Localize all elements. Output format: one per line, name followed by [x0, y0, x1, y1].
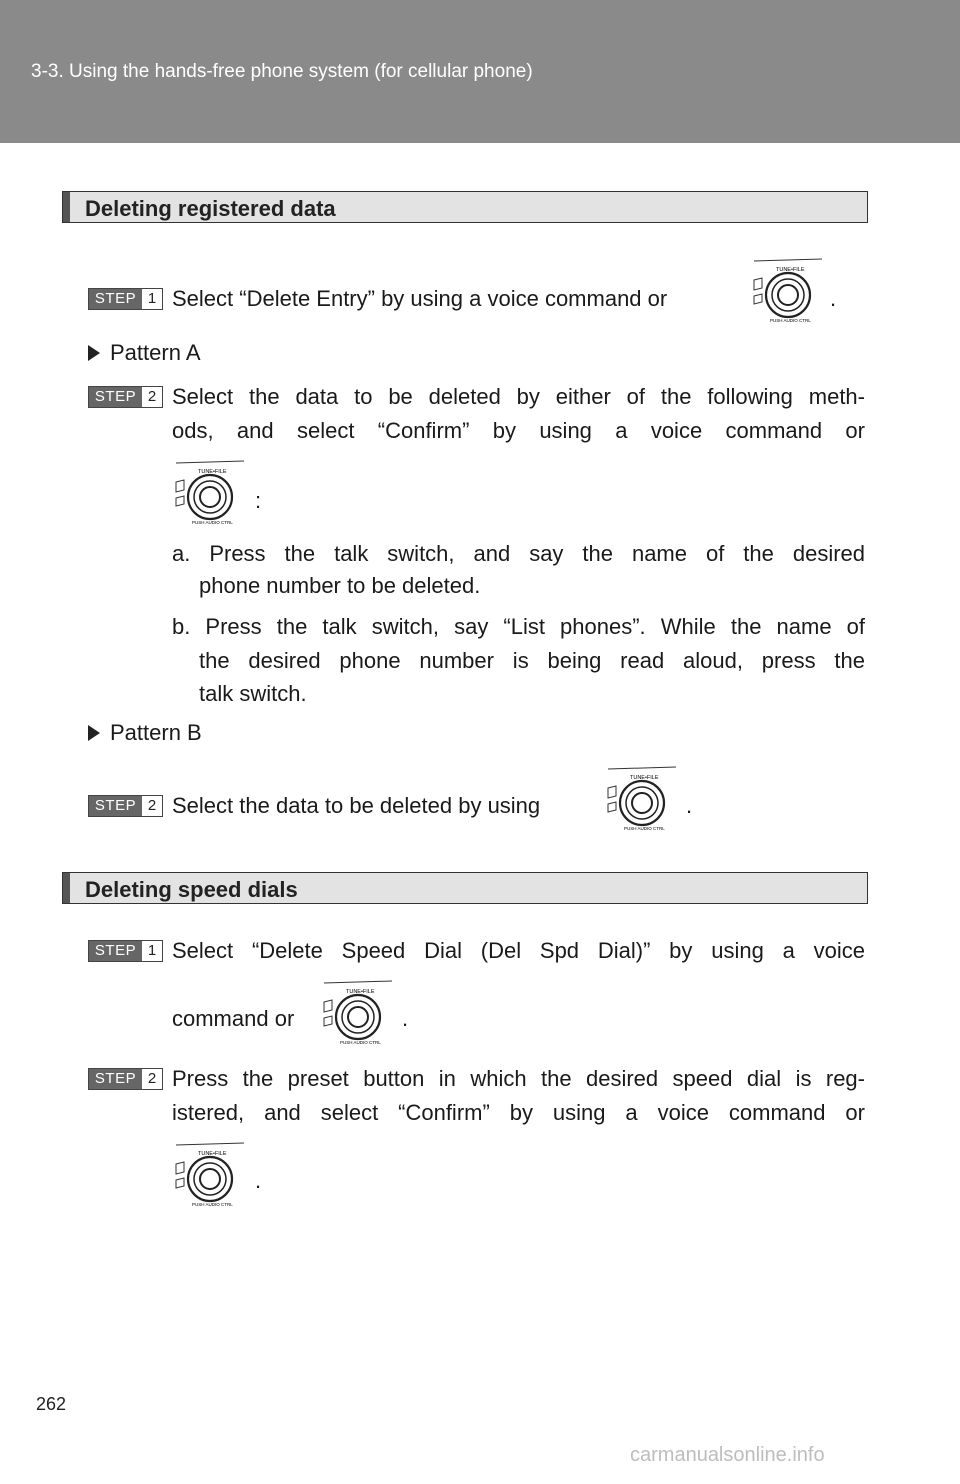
- step-2-badge: [88, 795, 163, 817]
- step-2-badge: [88, 1068, 163, 1090]
- period: .: [830, 286, 837, 311]
- step-label: STEP: [89, 796, 142, 816]
- tune-file-knob-icon: [318, 980, 396, 1046]
- section-title: Deleting speed dials: [85, 877, 298, 902]
- step-number: 2: [142, 796, 162, 816]
- pattern-b-label: Pattern B: [88, 716, 202, 750]
- triangle-bullet-icon: [88, 725, 100, 741]
- step-label: STEP: [89, 941, 142, 961]
- step-1-text: Select “Delete Entry” by using a voice command or: [172, 286, 668, 311]
- speed-step-2-line-1: Press the preset button in which the desired speed dial is reg-: [172, 1066, 865, 1091]
- step-number: 2: [142, 387, 162, 407]
- tune-file-knob-icon: [170, 460, 248, 526]
- step-number: 2: [142, 1069, 162, 1089]
- speed-step-1-line-2: command or: [172, 1006, 295, 1031]
- svg-text:TUNE•FILE: TUNE•FILE: [346, 989, 375, 995]
- speed-step-1-line-1: Select “Delete Speed Dial (Del Spd Dial)” by using a voice: [172, 938, 865, 963]
- period: .: [686, 793, 693, 818]
- section-title: Deleting registered data: [85, 196, 336, 221]
- item-b-line-1: b. Press the talk switch, say “List phones”. While the name of: [172, 614, 865, 639]
- item-b-line-2: the desired phone number is being read aloud, press the: [199, 648, 865, 673]
- step-1-badge: [88, 288, 163, 310]
- step-2-badge: [88, 386, 163, 408]
- page-header: [0, 0, 960, 143]
- svg-text:TUNE•FILE: TUNE•FILE: [630, 775, 659, 781]
- svg-text:TUNE•FILE: TUNE•FILE: [776, 267, 805, 273]
- step-label: STEP: [89, 387, 142, 407]
- svg-text:TUNE•FILE: TUNE•FILE: [198, 1151, 227, 1157]
- section-heading-deleting-speed-dials: [62, 872, 868, 904]
- item-b-line-3: talk switch.: [199, 681, 307, 706]
- triangle-bullet-icon: [88, 345, 100, 361]
- step-number: 1: [142, 289, 162, 309]
- svg-text:PUSH AUDIO CTRL: PUSH AUDIO CTRL: [192, 520, 233, 525]
- step-label: STEP: [89, 289, 142, 309]
- colon: :: [255, 488, 262, 513]
- svg-text:PUSH AUDIO CTRL: PUSH AUDIO CTRL: [340, 1040, 381, 1045]
- item-a-line-2: phone number to be deleted.: [199, 573, 481, 598]
- section-heading-deleting-registered: [62, 191, 868, 223]
- tune-file-knob-icon: [602, 766, 680, 832]
- step-label: STEP: [89, 1069, 142, 1089]
- svg-text:TUNE•FILE: TUNE•FILE: [198, 469, 227, 475]
- svg-text:PUSH AUDIO CTRL: PUSH AUDIO CTRL: [192, 1202, 233, 1207]
- period: .: [255, 1168, 262, 1193]
- speed-step-2-line-2: istered, and select “Confirm” by using a voice command or: [172, 1100, 865, 1125]
- tune-file-knob-icon: [170, 1142, 248, 1208]
- watermark: carmanualsonline.info: [630, 1444, 825, 1466]
- step-2b-text: Select the data to be deleted by using: [172, 793, 541, 818]
- tune-file-knob-icon: [748, 258, 826, 324]
- pattern-a-label: Pattern A: [88, 336, 201, 370]
- chapter-title: 3-3. Using the hands-free phone system (for cellular phone): [31, 61, 533, 82]
- step-number: 1: [142, 941, 162, 961]
- step-1-badge: [88, 940, 163, 962]
- svg-text:PUSH AUDIO CTRL: PUSH AUDIO CTRL: [624, 826, 665, 831]
- step-2a-line-2: ods, and select “Confirm” by using a voice command or: [172, 418, 865, 443]
- period: .: [402, 1006, 409, 1031]
- svg-text:PUSH AUDIO CTRL: PUSH AUDIO CTRL: [770, 318, 811, 323]
- page-number: 262: [36, 1394, 67, 1414]
- item-a-line-1: a. Press the talk switch, and say the name of the desired: [172, 541, 865, 566]
- step-2a-line-1: Select the data to be deleted by either of the following meth-: [172, 384, 865, 409]
